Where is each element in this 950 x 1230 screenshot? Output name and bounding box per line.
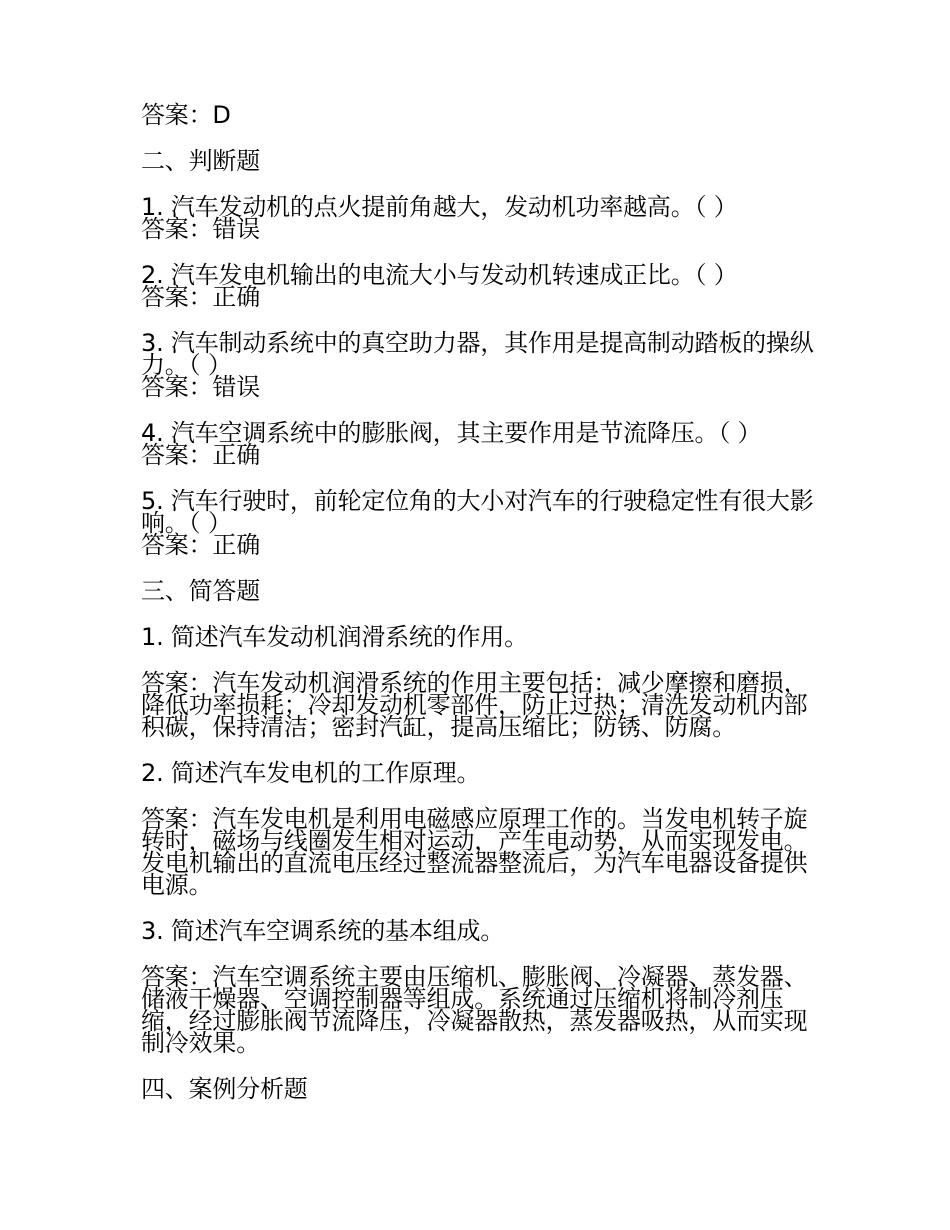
question-text: 4. 汽车空调系统中的膨胀阀，其主要作用是节流降压。（ ） (141, 419, 762, 447)
answer-paragraph: 答案：汽车空调系统主要由压缩机、膨胀阀、冷凝器、蒸发器、储液干燥器、空调控制器等组成。系统通过压缩机将制冷剂压缩，经过膨胀阀节流降压，冷凝器散热，蒸发器吸热，从而实现制冷效果。 (141, 963, 808, 1057)
answer-text: 答案：正确 (141, 531, 260, 559)
answer-text: 答案：错误 (141, 373, 260, 401)
document-page (141, 101, 821, 1103)
question-text: 1. 汽车发动机的点火提前角越大，发动机功率越高。（ ） (141, 193, 738, 221)
answer-text: 答案：正确 (141, 441, 260, 469)
answer-text: 答案：错误 (141, 215, 260, 243)
question-text: 3. 简述汽车空调系统的基本组成。 (141, 917, 505, 945)
question-text: 1. 简述汽车发动机润滑系统的作用。 (141, 623, 528, 651)
answer-paragraph: 答案：汽车发动机润滑系统的作用主要包括：减少摩擦和磨损，降低功率损耗；冷却发动机零部件，防止过热；清洗发动机内部积碳，保持清洁；密封汽缸，提高压缩比；防锈、防腐。 (141, 669, 808, 741)
question-text: 2. 汽车发电机输出的电流大小与发动机转速成正比。（ ） (141, 261, 738, 289)
section-heading-case-analysis: 四、案例分析题 (141, 1075, 308, 1103)
answer-paragraph: 答案：汽车发电机是利用电磁感应原理工作的。当发电机转子旋转时，磁场与线圈发生相对运动，产生电动势，从而实现发电。发电机输出的直流电压经过整流器整流后，为汽车电器设备提供电源。 (141, 805, 808, 899)
question-text: 3. 汽车制动系统中的真空助力器，其作用是提高制动踏板的操纵力。（ ） (141, 329, 814, 379)
question-text: 5. 汽车行驶时，前轮定位角的大小对汽车的行驶稳定性有很大影响。（ ） (141, 487, 814, 537)
question-text: 2. 简述汽车发电机的工作原理。 (141, 759, 481, 787)
answer-text: 答案：D (141, 101, 231, 129)
section-heading-true-false: 二、判断题 (141, 147, 260, 175)
answer-text: 答案：正确 (141, 283, 260, 311)
section-heading-short-answer: 三、简答题 (141, 577, 260, 605)
